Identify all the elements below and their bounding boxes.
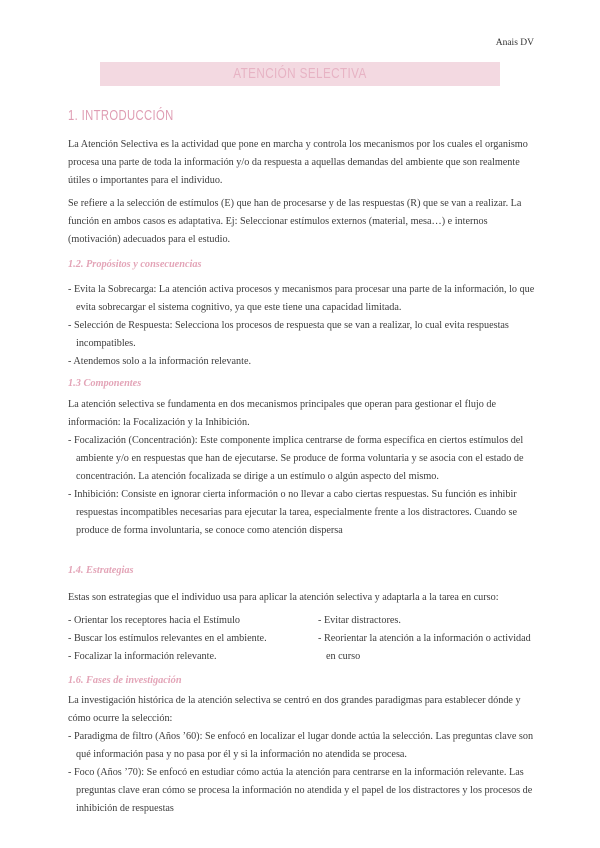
list-item: - Buscar los estímulos relevantes en el ambiente. xyxy=(68,630,313,648)
list-item: - Selección de Respuesta: Selecciona los procesos de respuesta que se van a realizar, lo cual evita respuestas incompatibles. xyxy=(68,317,538,353)
strategies-intro: Estas son estrategias que el individuo usa para aplicar la atención selectiva y adaptarla a la tarea en curso: xyxy=(68,592,499,603)
list-item: - Foco (Años ’70): Se enfocó en estudiar cómo actúa la atención para centrarse en la información relevante. Las preguntas clave eran cómo se procesa la información no atendida y el papel de los distractores y los procesos de inhibición de respuestas xyxy=(68,764,538,818)
section-heading-introduccion: 1. INTRODUCCIÓN xyxy=(68,107,174,124)
list-item: - Focalizar la información relevante. xyxy=(68,648,313,666)
list-item: - Atendemos solo a la información relevante. xyxy=(68,353,538,371)
intro-paragraph-2: Se refiere a la selección de estímulos (E) que han de procesarse y de las respuestas (R) que se van a realizar. La función en ambos casos es adaptativa. Ej: Seleccionar estímulos externos (material, mesa…) e internos (motivación) adecuados para el estudio. xyxy=(68,198,522,245)
list-item: - Orientar los receptores hacia el Estímulo xyxy=(68,612,313,630)
subheading-componentes: 1.3 Componentes xyxy=(68,378,142,389)
list-item: - Evita la Sobrecarga: La atención activa procesos y mecanismos para procesar una parte de la información, lo que evita sobrecargar el sistema cognitivo, ya que este tiene una capacidad limitada. xyxy=(68,281,538,317)
components-intro: La atención selectiva se fundamenta en dos mecanismos principales que operan para gestionar el flujo de información: la Focalización y la Inhibición. xyxy=(68,399,496,428)
author-name: Anais DV xyxy=(495,38,534,48)
research-intro: La investigación histórica de la atención selectiva se centró en dos grandes paradigmas para establecer dónde y cómo ocurre la selección: xyxy=(68,695,521,724)
subheading-fases: 1.6. Fases de investigación xyxy=(68,675,182,686)
title-banner xyxy=(100,62,500,86)
page-title: ATENCIÓN SELECTIVA xyxy=(233,65,367,82)
list-item: - Inhibición: Consiste en ignorar cierta información o no llevar a cabo ciertas respuestas. Su función es inhibir respuestas incompatibles necesarias para ejecutar la tarea, especialmente frente a los distractores. Cuando se produce de forma involuntaria, se conoce como atención dispersa xyxy=(68,486,538,540)
strategies-list-right xyxy=(318,612,533,666)
components-list xyxy=(68,432,538,540)
strategies-list-left xyxy=(68,612,313,666)
list-item: - Reorientar la atención a la información o actividad en curso xyxy=(318,630,533,666)
list-item: - Evitar distractores. xyxy=(318,612,533,630)
list-item: - Paradigma de filtro (Años ’60): Se enfocó en localizar el lugar donde actúa la selección. Las preguntas clave son qué información pasa y no pasa por él y si la información no atendida se procesa. xyxy=(68,728,538,764)
list-item: - Focalización (Concentración): Este componente implica centrarse de forma específica en ciertos estímulos del ambiente y/o en respuestas que han de ejecutarse. Se produce de forma voluntaria y se asocia con el estado de concentración. La atención focalizada se dirige a un estímulo o algún aspecto del mismo. xyxy=(68,432,538,486)
subheading-propositos: 1.2. Propósitos y consecuencias xyxy=(68,259,202,270)
intro-paragraph-1: La Atención Selectiva es la actividad que pone en marcha y controla los mecanismos por los cuales el organismo procesa una parte de toda la información y/o da respuesta a aquellas demandas del ambiente que son realmente útiles o importantes para el individuo. xyxy=(68,139,528,186)
purposes-list xyxy=(68,281,538,371)
research-list xyxy=(68,728,538,818)
subheading-estrategias: 1.4. Estrategias xyxy=(68,565,134,576)
